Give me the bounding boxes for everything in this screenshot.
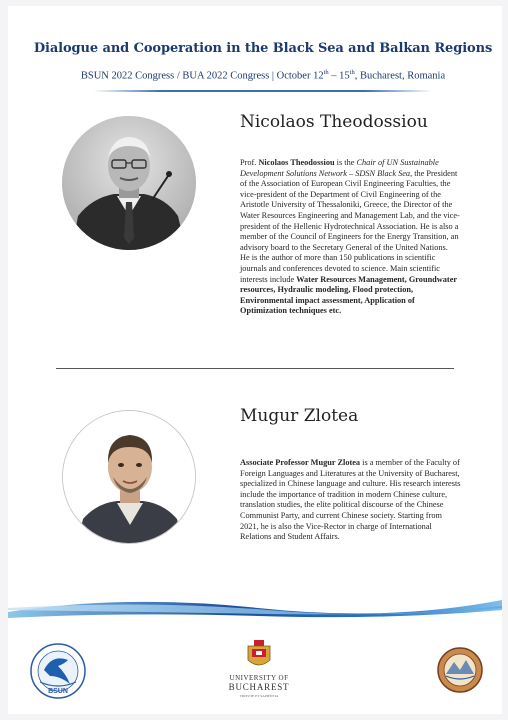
bio-1-part: Prof.	[240, 158, 259, 167]
speaker-1-photo	[62, 116, 196, 250]
speaker-1-name: Nicolaos Theodossiou	[240, 112, 428, 132]
date-end-suffix: th	[349, 69, 355, 76]
speaker-2-name: Mugur Zlotea	[240, 406, 359, 426]
bio-2-part: is a member of the Faculty of Foreign Languages and Literatures at the University of Bucharest, specialized in Chinese language and culture. His research interests include the importance of tradition in modern Chinese culture, translation studies, the elite political discourse of the Chinese Communist Party, and current Chinese society. Starting from 2021, he is also the Vice-Rector in charge of International Relations and Student Affairs.	[240, 458, 461, 542]
page	[8, 6, 502, 714]
bsun-logo-text: BSUN	[48, 688, 68, 695]
page-subtitle	[32, 69, 494, 82]
bio-1-interests-bold: Water Resources Management, Groundwater resources, Hydraulic modeling, Flood protection, Environmental impact assessment, Application of Optimization techniques etc.	[240, 274, 457, 316]
bio-1-name-bold: Nicolaos Theodossiou	[258, 158, 335, 167]
section-divider	[56, 368, 454, 369]
date-start-suffix: th	[323, 69, 329, 76]
university-of-bucharest-logo	[214, 636, 304, 706]
bio-2-name-bold: Associate Professor Mugur Zlotea	[240, 458, 361, 467]
subtitle-prefix: BSUN 2022 Congress / BUA 2022 Congress | October 12	[80, 70, 324, 82]
bio-1-part: is the	[334, 158, 357, 167]
subtitle-suffix: , Bucharest, Romania	[354, 70, 446, 82]
bsun-logo	[28, 640, 88, 702]
subtitle-mid: – 15	[328, 70, 350, 82]
ub-line-3: VIRTUTE ET SAPIENTIA	[239, 694, 279, 698]
bio-1-part: , the President of the Association of European Civil Engineering Faculties, the vice-president of the Department of Civil Engineering of the Aristotle University of Thessaloniki, Greece, the Director of the Water Resources Engineering and Management Lab, and the vice-president of the Hellenic Hydrotechnical Association. He is also a member of the Council of Engineers for the Energy Transition, an advisory board to the Secretary General of the United Nations.	[240, 168, 460, 252]
speaker-2-bio	[240, 458, 462, 543]
bio-1-role-italic: Chair of UN Sustainable Development Solutions Network – SDSN Black Sea	[240, 158, 439, 178]
bua-logo	[436, 646, 484, 694]
bio-1-part: He is the author of more than 150 publications in scientific journals and conferences devoted to science. Main scientific interests include	[240, 253, 440, 284]
header-rule	[93, 90, 433, 92]
ub-line-2: BUCHAREST	[228, 682, 290, 692]
speaker-1-bio	[240, 158, 462, 317]
page-title: Dialogue and Cooperation in the Black Sea and Balkan Regions	[33, 41, 493, 56]
decorative-wave	[8, 586, 502, 626]
ub-line-1: UNIVERSITY OF	[229, 674, 289, 682]
speaker-2-photo	[62, 410, 196, 544]
